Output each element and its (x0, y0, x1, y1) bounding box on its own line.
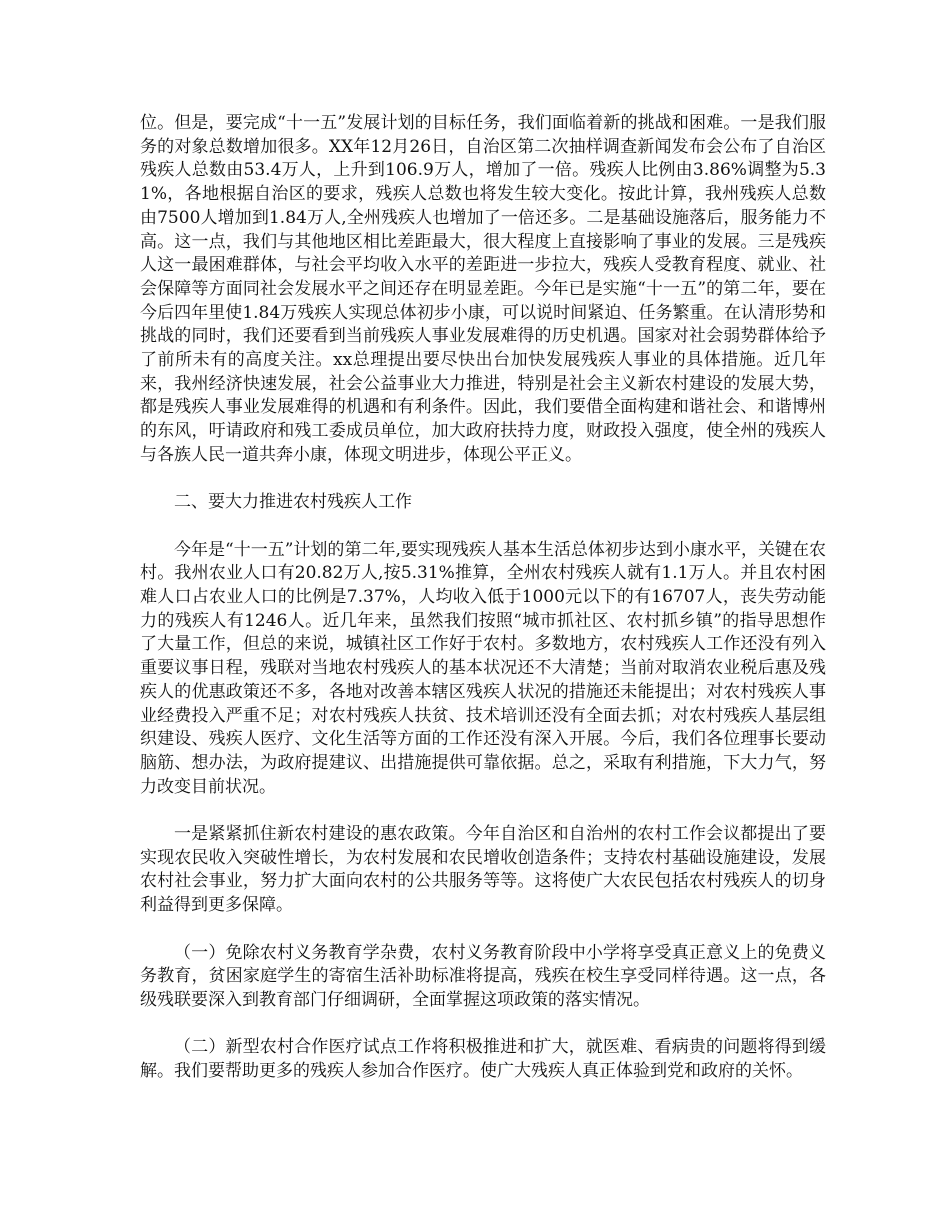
paragraph-education: （一）免除农村义务教育学杂费，农村义务教育阶段中小学将享受真正意义上的免费义务教育，贫困家庭学生的寄宿生活补助标准将提高，残疾在校生享受同样待遇。这一点，各级残联要深入到教育部门仔细调研，全面掌握这项政策的落实情况。 (140, 942, 826, 1010)
paragraph-rural-overview: 今年是“十一五”计划的第二年,要实现残疾人基本生活总体初步达到小康水平，关键在农村。我州农业人口有20.82万人,按5.31%推算，全州农村残疾人就有1.1万人。并且农村困难人口占农业人口的比例是7.37%，人均收入低于1000元以下的有16707人，丧失劳动能力的残疾人有1246人。近几年来，虽然我们按照“城市抓社区、农村抓乡镇”的指导思想作了大量工作，但总的来说，城镇社区工作好于农村。多数地方，农村残疾人工作还没有列入重要议事日程，残联对当地农村残疾人的基本状况还不大清楚；当前对取消农业税后惠及残疾人的优惠政策还不多，各地对改善本辖区残疾人状况的措施还未能提出；对农村残疾人事业经费投入严重不足；对农村残疾人扶贫、技术培训还没有全面去抓；对农村残疾人基层组织建设、残疾人医疗、文化生活等方面的工作还没有深入开展。今后，我们各位理事长要动脑筋、想办法，为政府提建议、出措施提供可靠依据。总之，采取有利措施，下大力气，努力改变目前状况。 (140, 539, 826, 797)
paragraph-challenges: 位。但是，要完成“十一五”发展计划的目标任务，我们面临着新的挑战和困难。一是我们服务的对象总数增加很多。XX年12月26日，自治区第二次抽样调查新闻发布会公布了自治区残疾人总数由53.4万人，上升到106.9万人，增加了一倍。残疾人比例由3.86%调整为5.31%，各地根据自治区的要求，残疾人总数也将发生较大变化。按此计算，我州残疾人总数由7500人增加到1.84万人,全州残疾人也增加了一倍还多。二是基础设施落后，服务能力不高。这一点，我们与其他地区相比差距最大，很大程度上直接影响了事业的发展。三是残疾人这一最困难群体，与社会平均收入水平的差距进一步拉大，残疾人受教育程度、就业、社会保障等方面同社会发展水平之间还存在明显差距。今年已是实施“十一五”的第二年，要在今后四年里使1.84万残疾人实现总体初步小康，可以说时间紧迫、任务繁重。在认清形势和挑战的同时，我们还要看到当前残疾人事业发展难得的历史机遇。国家对社会弱势群体给予了前所未有的高度关注。xx总理提出要尽快出台加快发展残疾人事业的具体措施。近几年来，我州经济快速发展，社会公益事业大力推进，特别是社会主义新农村建设的发展大势，都是残疾人事业发展难得的机遇和有利条件。因此，我们要借全面构建和谐社会、和谐博州的东风，吁请政府和残工委成员单位，加大政府扶持力度，财政投入强度，使全州的残疾人与各族人民一道共奔小康，体现文明进步，体现公平正义。 (140, 113, 826, 465)
document-body (140, 112, 826, 1107)
paragraph-medical: （二）新型农村合作医疗试点工作将积极推进和扩大，就医难、看病贵的问题将得到缓解。我们要帮助更多的残疾人参加合作医疗。使广大残疾人真正体验到党和政府的关怀。 (140, 1037, 826, 1082)
section-heading-rural-work: 二、要大力推进农村残疾人工作 (174, 492, 412, 513)
paragraph-policy-one: 一是紧紧抓住新农村建设的惠农政策。今年自治区和自治州的农村工作会议都提出了要实现农民收入突破性增长，为农村发展和农民增收创造条件；支持农村基础设施建设，发展农村社会事业，努力扩大面向农村的公共服务等等。这将使广大农民包括农村残疾人的切身利益得到更多保障。 (140, 824, 826, 916)
